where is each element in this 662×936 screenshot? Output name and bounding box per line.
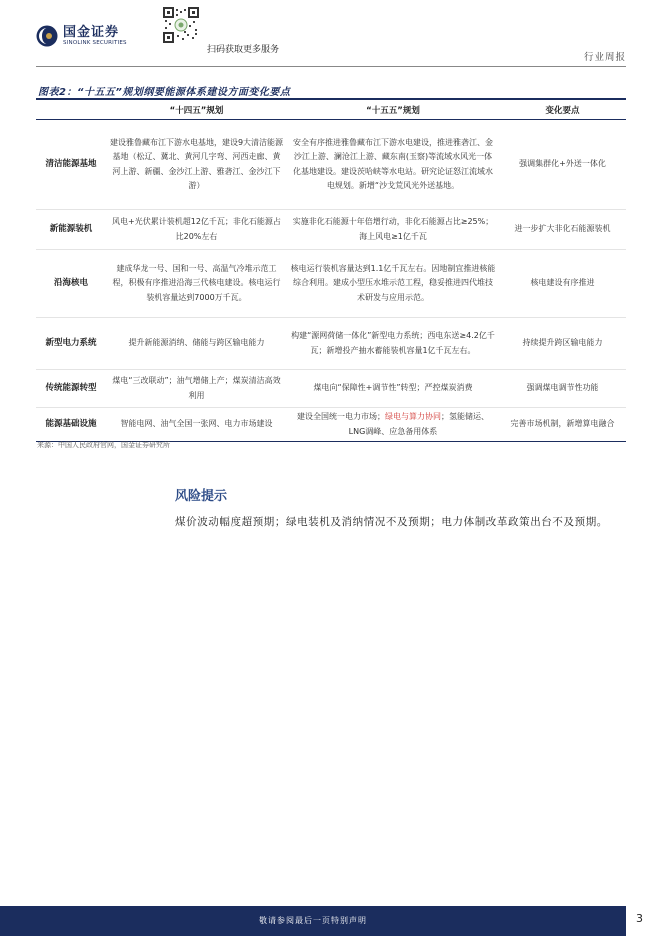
cell-14th-plan: 建成华龙一号、国和一号、高温气冷堆示范工程，积极有序推进沿海三代核电建设。核电运行装机容量达到7000万千瓦。: [106, 250, 287, 318]
page-header: [0, 0, 662, 70]
cell-15th-plan: 构建“源网荷储一体化”新型电力系统；西电东送≥4.2亿千瓦；新增投产抽水蓄能装机容量1亿千瓦左右。: [287, 318, 499, 370]
cell-14th-plan: 煤电“三改联动”；油气增储上产；煤炭清洁高效利用: [106, 370, 287, 408]
column-header-15th-plan: “十五五”规划: [287, 100, 499, 120]
cell-key-change: 核电建设有序推进: [499, 250, 626, 318]
page-footer-bar: [0, 906, 626, 936]
table-row: [36, 318, 626, 370]
highlighted-text: 绿电与算力协同: [385, 412, 441, 421]
figure-source-note: 来源：中国人民政府官网，国金证券研究所: [37, 441, 170, 449]
table-row: [36, 210, 626, 250]
cell-14th-plan: 风电+光伏累计装机超12亿千瓦；非化石能源占比20%左右: [106, 210, 287, 250]
energy-plan-comparison-table: [36, 100, 626, 442]
report-type-label: 行业周报: [583, 52, 626, 63]
figure-title: 图表2：“十五五”规划纲要能源体系建设方面变化要点: [38, 87, 291, 98]
table-row: [36, 120, 626, 210]
row-label: 传统能源转型: [36, 370, 106, 408]
cell-14th-plan: 建设雅鲁藏布江下游水电基地，建设9大清洁能源基地（松辽、冀北、黄河几字弯、河西走廊、黄河上游、新疆、金沙江上游、雅砻江、金沙江下游）: [106, 120, 287, 210]
cell-14th-plan: 智能电网、油气全国一张网、电力市场建设: [106, 408, 287, 442]
cell-text: 建设全国统一电力市场；: [297, 412, 385, 421]
row-label: 能源基础设施: [36, 408, 106, 442]
cell-15th-plan: 核电运行装机容量达到1.1亿千瓦左右。因地制宜推进核能综合利用。建成小型压水堆示范工程，稳妥推进四代堆技术研发与应用示范。: [287, 250, 499, 318]
header-divider: [36, 66, 626, 67]
company-logo: [36, 25, 127, 47]
table-header-row: [36, 100, 626, 120]
cell-key-change: 持续提升跨区输电能力: [499, 318, 626, 370]
cell-key-change: 强调集群化+外送一体化: [499, 120, 626, 210]
row-label: 新能源装机: [36, 210, 106, 250]
cell-text: ；氢能储运、LNG调峰、应急备用体系: [348, 412, 489, 436]
column-header-14th-plan: “十四五”规划: [106, 100, 287, 120]
qr-caption: 扫码获取更多服务: [207, 45, 280, 55]
cell-15th-plan: 安全有序推进雅鲁藏布江下游水电建设，推进雅砻江、金沙江上游、澜沧江上游、藏东南(玉察)等流域水风光一体化基地建设。建设茨哈峡等水电站。研究论证怒江流域水电规划。新增“沙戈荒风光外送基地。: [287, 120, 499, 210]
logo-mark-icon: [36, 25, 58, 47]
table-row: [36, 250, 626, 318]
column-header-key-changes: 变化要点: [499, 100, 626, 120]
cell-14th-plan: 提升新能源消纳、储能与跨区输电能力: [106, 318, 287, 370]
row-label: 清洁能源基地: [36, 120, 106, 210]
qr-code-icon[interactable]: [163, 7, 199, 43]
page-number: 3: [636, 912, 643, 925]
risk-section-text: 煤价波动幅度超预期；绿电装机及消纳情况不及预期；电力体制改革政策出台不及预期。: [175, 516, 608, 528]
row-label: 沿海核电: [36, 250, 106, 318]
risk-section-title: 风险提示: [175, 489, 228, 504]
cell-15th-plan: 实施非化石能源十年倍增行动，非化石能源占比≥25%；海上风电≥1亿千瓦: [287, 210, 499, 250]
logo-english-name: SINOLINK SECURITIES: [63, 39, 127, 46]
column-header-category: [36, 100, 106, 120]
table-row: [36, 370, 626, 408]
cell-key-change: 进一步扩大非化石能源装机: [499, 210, 626, 250]
table-row: [36, 408, 626, 442]
cell-15th-plan: [287, 408, 499, 442]
row-label: 新型电力系统: [36, 318, 106, 370]
footer-disclaimer: 敬请参阅最后一页特别声明: [259, 916, 367, 925]
cell-key-change: 完善市场机制，新增算电融合: [499, 408, 626, 442]
cell-key-change: 强调煤电调节性功能: [499, 370, 626, 408]
logo-chinese-name: 国金证券: [63, 24, 120, 40]
cell-15th-plan: 煤电向“保障性+调节性”转型；严控煤炭消费: [287, 370, 499, 408]
